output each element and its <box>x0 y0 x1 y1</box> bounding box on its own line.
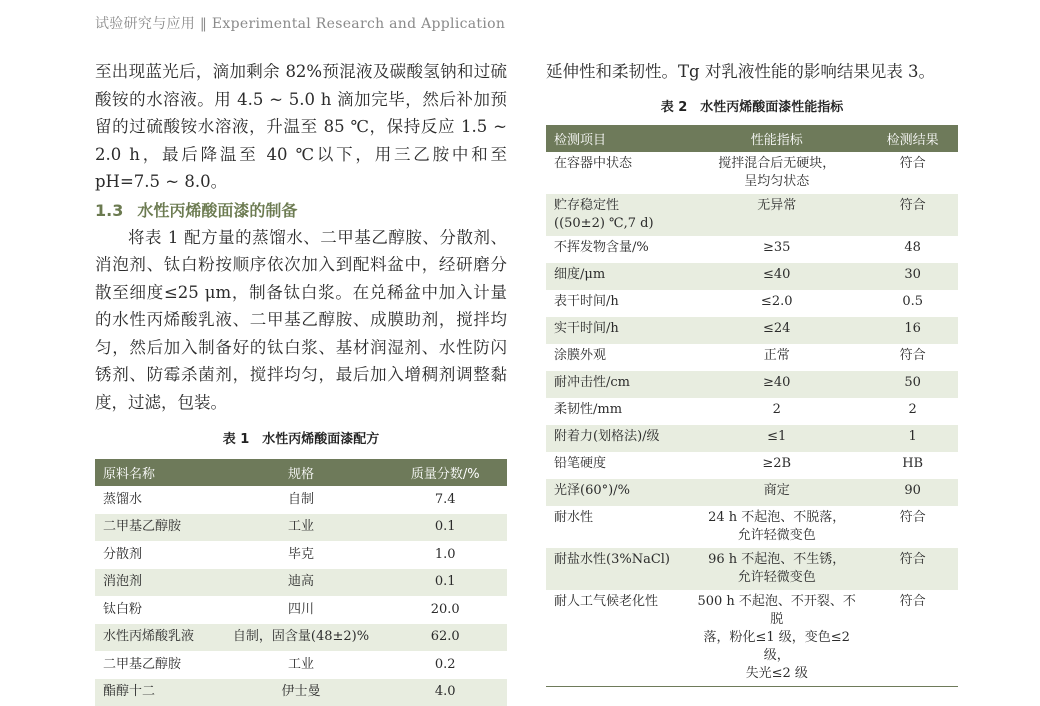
table-cell: 符合 <box>867 506 958 548</box>
table-cell: 毕克 <box>219 541 384 569</box>
table-cell: 涂膜外观 <box>546 344 686 371</box>
table-cell: 分散剂 <box>95 541 219 569</box>
table-cell: 90 <box>867 479 958 506</box>
column-header: 检测结果 <box>867 125 958 152</box>
table-cell: 0.1 <box>383 569 507 597</box>
table-cell: 符合 <box>867 344 958 371</box>
table-cell: 符合 <box>867 194 958 236</box>
table-cell: ≥2B <box>686 452 867 479</box>
column-header: 性能指标 <box>686 125 867 152</box>
table-cell: 符合 <box>867 548 958 590</box>
table-cell: ≥35 <box>686 236 867 263</box>
table-row <box>95 569 507 597</box>
section-heading <box>95 198 507 224</box>
section-number: 1.3 <box>95 201 123 220</box>
table-cell: 62.0 <box>383 624 507 652</box>
table-cell: ≤24 <box>686 317 867 344</box>
table-cell: 自制 <box>219 486 384 514</box>
table-cell: 耐冲击性/cm <box>546 371 686 398</box>
table-row <box>95 624 507 652</box>
table-caption: 表 2 水性丙烯酸面漆性能指标 <box>546 96 958 115</box>
table-cell: 水性丙烯酸乳液 <box>95 624 219 652</box>
table-cell: 搅拌混合后无硬块， 呈均匀状态 <box>686 152 867 194</box>
table-row <box>95 596 507 624</box>
table-row <box>546 548 958 590</box>
table-cell: ≥40 <box>686 371 867 398</box>
running-header: 试验研究与应用 ‖ Experimental Research and Application <box>95 13 505 33</box>
table-cell: 0.5 <box>867 290 958 317</box>
table-cell: 在容器中状态 <box>546 152 686 194</box>
table-cell: 耐盐水性(3%NaCl) <box>546 548 686 590</box>
table-cell: 48 <box>867 236 958 263</box>
table-cell: 30 <box>867 263 958 290</box>
table-row <box>546 479 958 506</box>
table-cell: 迪高 <box>219 569 384 597</box>
table-cell: 四川 <box>219 596 384 624</box>
table-cell: 细度/μm <box>546 263 686 290</box>
table-row <box>95 486 507 514</box>
table-cell: 耐人工气候老化性 <box>546 590 686 687</box>
section-title: 水性丙烯酸面漆的制备 <box>137 201 297 220</box>
table-cell: HB <box>867 452 958 479</box>
formulation-table <box>95 459 507 706</box>
table-caption: 表 1 水性丙烯酸面漆配方 <box>95 428 507 447</box>
table-cell: 符合 <box>867 152 958 194</box>
table-cell: 1.0 <box>383 541 507 569</box>
table-cell: 4.0 <box>383 679 507 706</box>
table-cell: 2 <box>686 398 867 425</box>
table-row <box>546 317 958 344</box>
table-row <box>546 425 958 452</box>
column-header: 规格 <box>219 459 384 486</box>
table-cell: ≤40 <box>686 263 867 290</box>
table-row <box>95 679 507 706</box>
table-cell: 实干时间/h <box>546 317 686 344</box>
table-cell: 附着力(划格法)/级 <box>546 425 686 452</box>
table-cell: 24 h 不起泡、不脱落， 允许轻微变色 <box>686 506 867 548</box>
table-cell: 正常 <box>686 344 867 371</box>
table-cell: 500 h 不起泡、不开裂、不脱 落，粉化≤1 级，变色≤2 级， 失光≤2 级 <box>686 590 867 687</box>
table-cell: 0.1 <box>383 514 507 542</box>
table-row <box>95 541 507 569</box>
column-header: 原料名称 <box>95 459 219 486</box>
table-cell: 工业 <box>219 514 384 542</box>
table-cell: 表干时间/h <box>546 290 686 317</box>
body-paragraph: 将表 1 配方量的蒸馏水、二甲基乙醇胺、分散剂、消泡剂、钛白粉按顺序依次加入到配料盆中，经研磨分散至细度≤25 μm，制备钛白浆。在兑稀盆中加入计量的水性丙烯酸乳液、二甲基乙醇胺、成膜助剂，搅拌均匀，然后加入制备好的钛白浆、基材润湿剂、水性防闪锈剂、防霉杀菌剂，搅拌均匀，最后加入增稠剂调整黏度，过滤，包装。 <box>95 224 507 417</box>
table-cell: 钛白粉 <box>95 596 219 624</box>
table-cell: 0.2 <box>383 651 507 679</box>
table-row <box>546 452 958 479</box>
table-cell: 二甲基乙醇胺 <box>95 514 219 542</box>
table-cell: 铅笔硬度 <box>546 452 686 479</box>
table-cell: 96 h 不起泡、不生锈， 允许轻微变色 <box>686 548 867 590</box>
table-row <box>95 514 507 542</box>
table-cell: 柔韧性/mm <box>546 398 686 425</box>
table-cell: 二甲基乙醇胺 <box>95 651 219 679</box>
table-cell: 伊士曼 <box>219 679 384 706</box>
table-cell: 不挥发物含量/% <box>546 236 686 263</box>
table-cell: 符合 <box>867 590 958 687</box>
table-cell: 光泽(60°)/% <box>546 479 686 506</box>
table-row <box>546 506 958 548</box>
table-row <box>546 371 958 398</box>
table-row <box>546 194 958 236</box>
table-cell: 16 <box>867 317 958 344</box>
table-cell: 1 <box>867 425 958 452</box>
column-header: 质量分数/% <box>383 459 507 486</box>
table-cell: 无异常 <box>686 194 867 236</box>
table-cell: 工业 <box>219 651 384 679</box>
table-row <box>546 152 958 194</box>
left-column <box>95 58 507 706</box>
body-paragraph: 延伸性和柔韧性。Tg 对乳液性能的影响结果见表 3。 <box>546 58 958 86</box>
table-row <box>546 344 958 371</box>
table-row <box>546 263 958 290</box>
table-row <box>546 398 958 425</box>
table-cell: ≤1 <box>686 425 867 452</box>
table-cell: 酯醇十二 <box>95 679 219 706</box>
table-cell: 7.4 <box>383 486 507 514</box>
table-cell: 自制，固含量(48±2)% <box>219 624 384 652</box>
table-cell: 20.0 <box>383 596 507 624</box>
table-cell: 消泡剂 <box>95 569 219 597</box>
table-cell: 耐水性 <box>546 506 686 548</box>
table-row <box>546 236 958 263</box>
table-cell: 50 <box>867 371 958 398</box>
table-cell: 商定 <box>686 479 867 506</box>
table-cell: 贮存稳定性 ((50±2) ℃,7 d) <box>546 194 686 236</box>
right-column <box>546 58 958 687</box>
table-cell: 2 <box>867 398 958 425</box>
table-row <box>95 651 507 679</box>
table-row <box>546 290 958 317</box>
table-cell: ≤2.0 <box>686 290 867 317</box>
table-cell: 蒸馏水 <box>95 486 219 514</box>
column-header: 检测项目 <box>546 125 686 152</box>
performance-table <box>546 125 958 687</box>
table-row <box>546 590 958 687</box>
body-paragraph: 至出现蓝光后，滴加剩余 82%预混液及碳酸氢钠和过硫酸铵的水溶液。用 4.5 ~ 5.0 h 滴加完毕，然后补加预留的过硫酸铵水溶液，升温至 85 ℃，保持反应 1.5 ~ 2.0 h，最后降温至 40 ℃以下，用三乙胺中和至 pH=7.5 ~ 8.0。 <box>95 58 507 196</box>
